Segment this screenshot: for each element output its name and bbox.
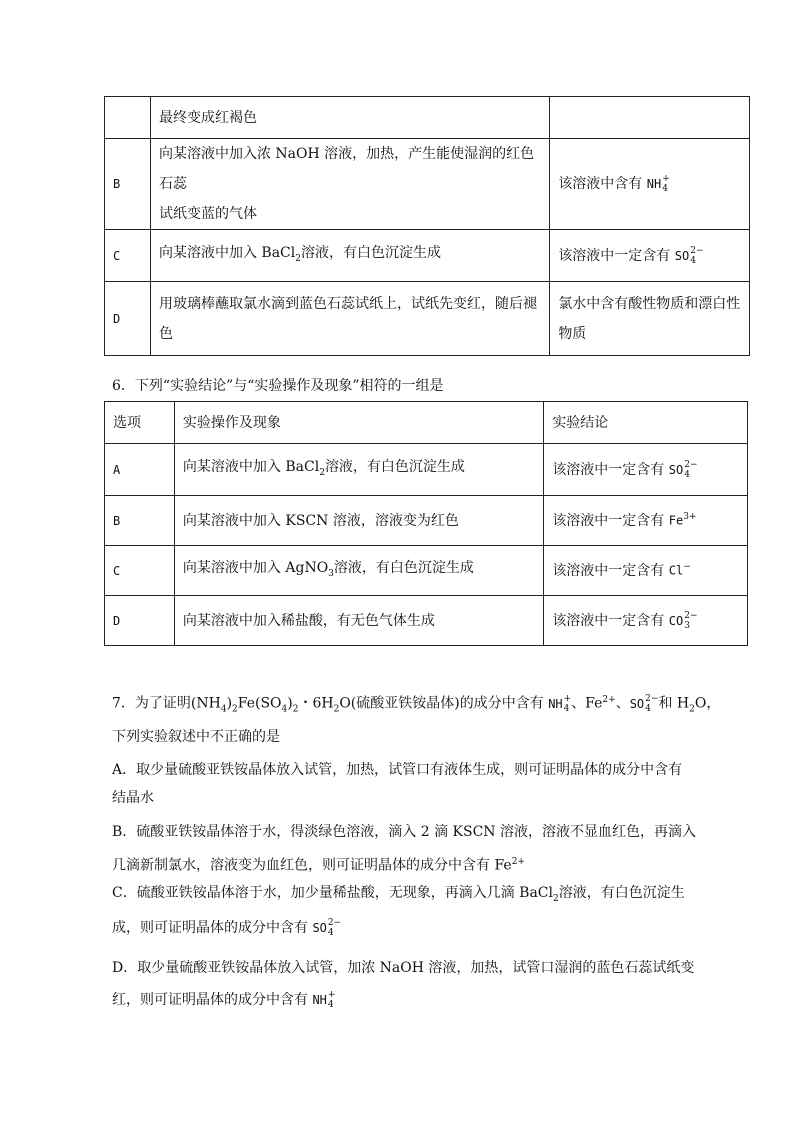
table-row bbox=[105, 230, 750, 282]
option-b-line2: 几滴新制氯水，溶液变为血红色，则可证明晶体的成分中含有 $Fe^{2+}$ bbox=[112, 857, 525, 874]
table-row bbox=[105, 97, 750, 139]
option-label: A bbox=[105, 444, 175, 496]
column-header: 选项 bbox=[105, 402, 175, 444]
ion-formula: SO 2− 4 bbox=[629, 693, 659, 714]
option-label bbox=[105, 97, 151, 139]
text-line: 用玻璃棒蘸取氯水滴到蓝色石蕊试纸上，试纸先变红，随后褪 bbox=[158, 295, 537, 312]
operation-cell: 向某溶液中加入 BaCl$_2$溶液，有白色沉淀生成 bbox=[150, 230, 549, 282]
conclusion-cell: 该溶液中一定含有 $Fe^{3+}$ bbox=[544, 496, 748, 546]
option-c-line1: C．硫酸亚铁铵晶体溶于水，加少量稀盐酸，无现象，再滴入几滴 BaCl$_2$溶液，有白色沉淀生 bbox=[112, 885, 685, 904]
operation-cell: 向某溶液中加入 BaCl$_2$溶液，有白色沉淀生成 bbox=[174, 444, 543, 496]
ion-formula: $Fe^{3+}$ bbox=[668, 512, 697, 528]
option-label: C bbox=[105, 230, 151, 282]
operation-cell: 向某溶液中加入稀盐酸，有无色气体生成 bbox=[174, 596, 543, 646]
conclusion-cell: 该溶液中一定含有 CO 2− 3 bbox=[544, 596, 748, 646]
question-6-title: 6．下列“实验结论”与“实验操作及现象”相符的一组是 bbox=[112, 378, 444, 394]
option-label: D bbox=[105, 596, 175, 646]
conclusion-cell bbox=[550, 139, 750, 230]
operation-cell: 向某溶液中加入 AgNO$_3$溶液，有白色沉淀生成 bbox=[174, 546, 543, 596]
operation-cell bbox=[150, 139, 549, 230]
operation-cell: 最终变成红褐色 bbox=[150, 97, 549, 139]
column-header: 实验结论 bbox=[544, 402, 748, 444]
option-d-line2: 红，则可证明晶体的成分中含有 NH + 4 bbox=[112, 990, 336, 1010]
option-label: B bbox=[105, 139, 151, 230]
option-d-line1: D．取少量硫酸亚铁铵晶体放入试管，加浓 NaOH 溶液，加热，试管口湿润的蓝色石蕊试纸变 bbox=[112, 960, 695, 976]
text-line: 氯水中含有酸性物质和漂白性 bbox=[558, 295, 741, 312]
conclusion-cell: 该溶液中一定含有 Cl− bbox=[544, 546, 748, 596]
operation-cell bbox=[150, 282, 549, 356]
operation-cell: 向某溶液中加入 KSCN 溶液，溶液变为红色 bbox=[174, 496, 543, 546]
option-label: C bbox=[105, 546, 175, 596]
ion-formula: NH + 4 bbox=[646, 174, 670, 194]
table-row bbox=[105, 139, 750, 230]
table-row bbox=[105, 596, 748, 646]
text-line: 试纸变蓝的气体 bbox=[158, 206, 257, 222]
column-header: 实验操作及现象 bbox=[174, 402, 543, 444]
option-c-line2: 成，则可证明晶体的成分中含有 SO 2− 4 bbox=[112, 918, 342, 938]
conclusion-cell: 该溶液中一定含有 SO 2− 4 bbox=[544, 444, 748, 496]
conclusion-cell: 该溶液中一定含有 SO 2− 4 bbox=[550, 230, 750, 282]
conclusion-text: 该溶液中含有 bbox=[558, 176, 647, 192]
text-line: 物质 bbox=[558, 325, 587, 342]
ion-formula: SO 2− 4 bbox=[312, 918, 342, 938]
table-row bbox=[105, 546, 748, 596]
option-label: B bbox=[105, 496, 175, 546]
option-a-line1: A．取少量硫酸亚铁铵晶体放入试管，加热，试管口有液体生成，则可证明晶体的成分中含有 bbox=[112, 762, 683, 778]
text-line: 向某溶液中加入浓 NaOH 溶液，加热，产生能使湿润的红色石蕊 bbox=[158, 146, 535, 192]
ion-formula: NH + 4 bbox=[548, 693, 572, 714]
ion-formula: SO 2− 4 bbox=[674, 245, 704, 266]
ion-formula: Cl− bbox=[668, 562, 691, 578]
table-continued bbox=[104, 96, 750, 356]
question-7-stem: 7．为了证明$(NH_4)_2Fe(SO_4)_2$・$6H_2O$(硫酸亚铁铵晶体)的成分中含有 NH + 4 、$Fe^{2+}$、SO 2− 4 和 $H_2O$， bbox=[112, 693, 721, 715]
table-header-row bbox=[105, 402, 748, 444]
conclusion-cell bbox=[550, 282, 750, 356]
question-6-table bbox=[104, 401, 748, 646]
option-a-line2: 结晶水 bbox=[112, 790, 154, 806]
conclusion-cell bbox=[550, 97, 750, 139]
table-row bbox=[105, 496, 748, 546]
option-b-line1: B．硫酸亚铁铵晶体溶于水，得淡绿色溶液，滴入 2 滴 KSCN 溶液，溶液不显血红色，再滴入 bbox=[112, 824, 697, 840]
option-label: D bbox=[105, 282, 151, 356]
ion-formula: SO 2− 4 bbox=[668, 459, 698, 480]
ion-formula: NH + 4 bbox=[312, 990, 336, 1010]
table-row bbox=[105, 444, 748, 496]
question-7-stem-line2: 下列实验叙述中不正确的是 bbox=[112, 729, 280, 745]
text-line: 色 bbox=[158, 325, 173, 342]
table-row bbox=[105, 282, 750, 356]
ion-formula: CO 2− 3 bbox=[668, 610, 698, 631]
